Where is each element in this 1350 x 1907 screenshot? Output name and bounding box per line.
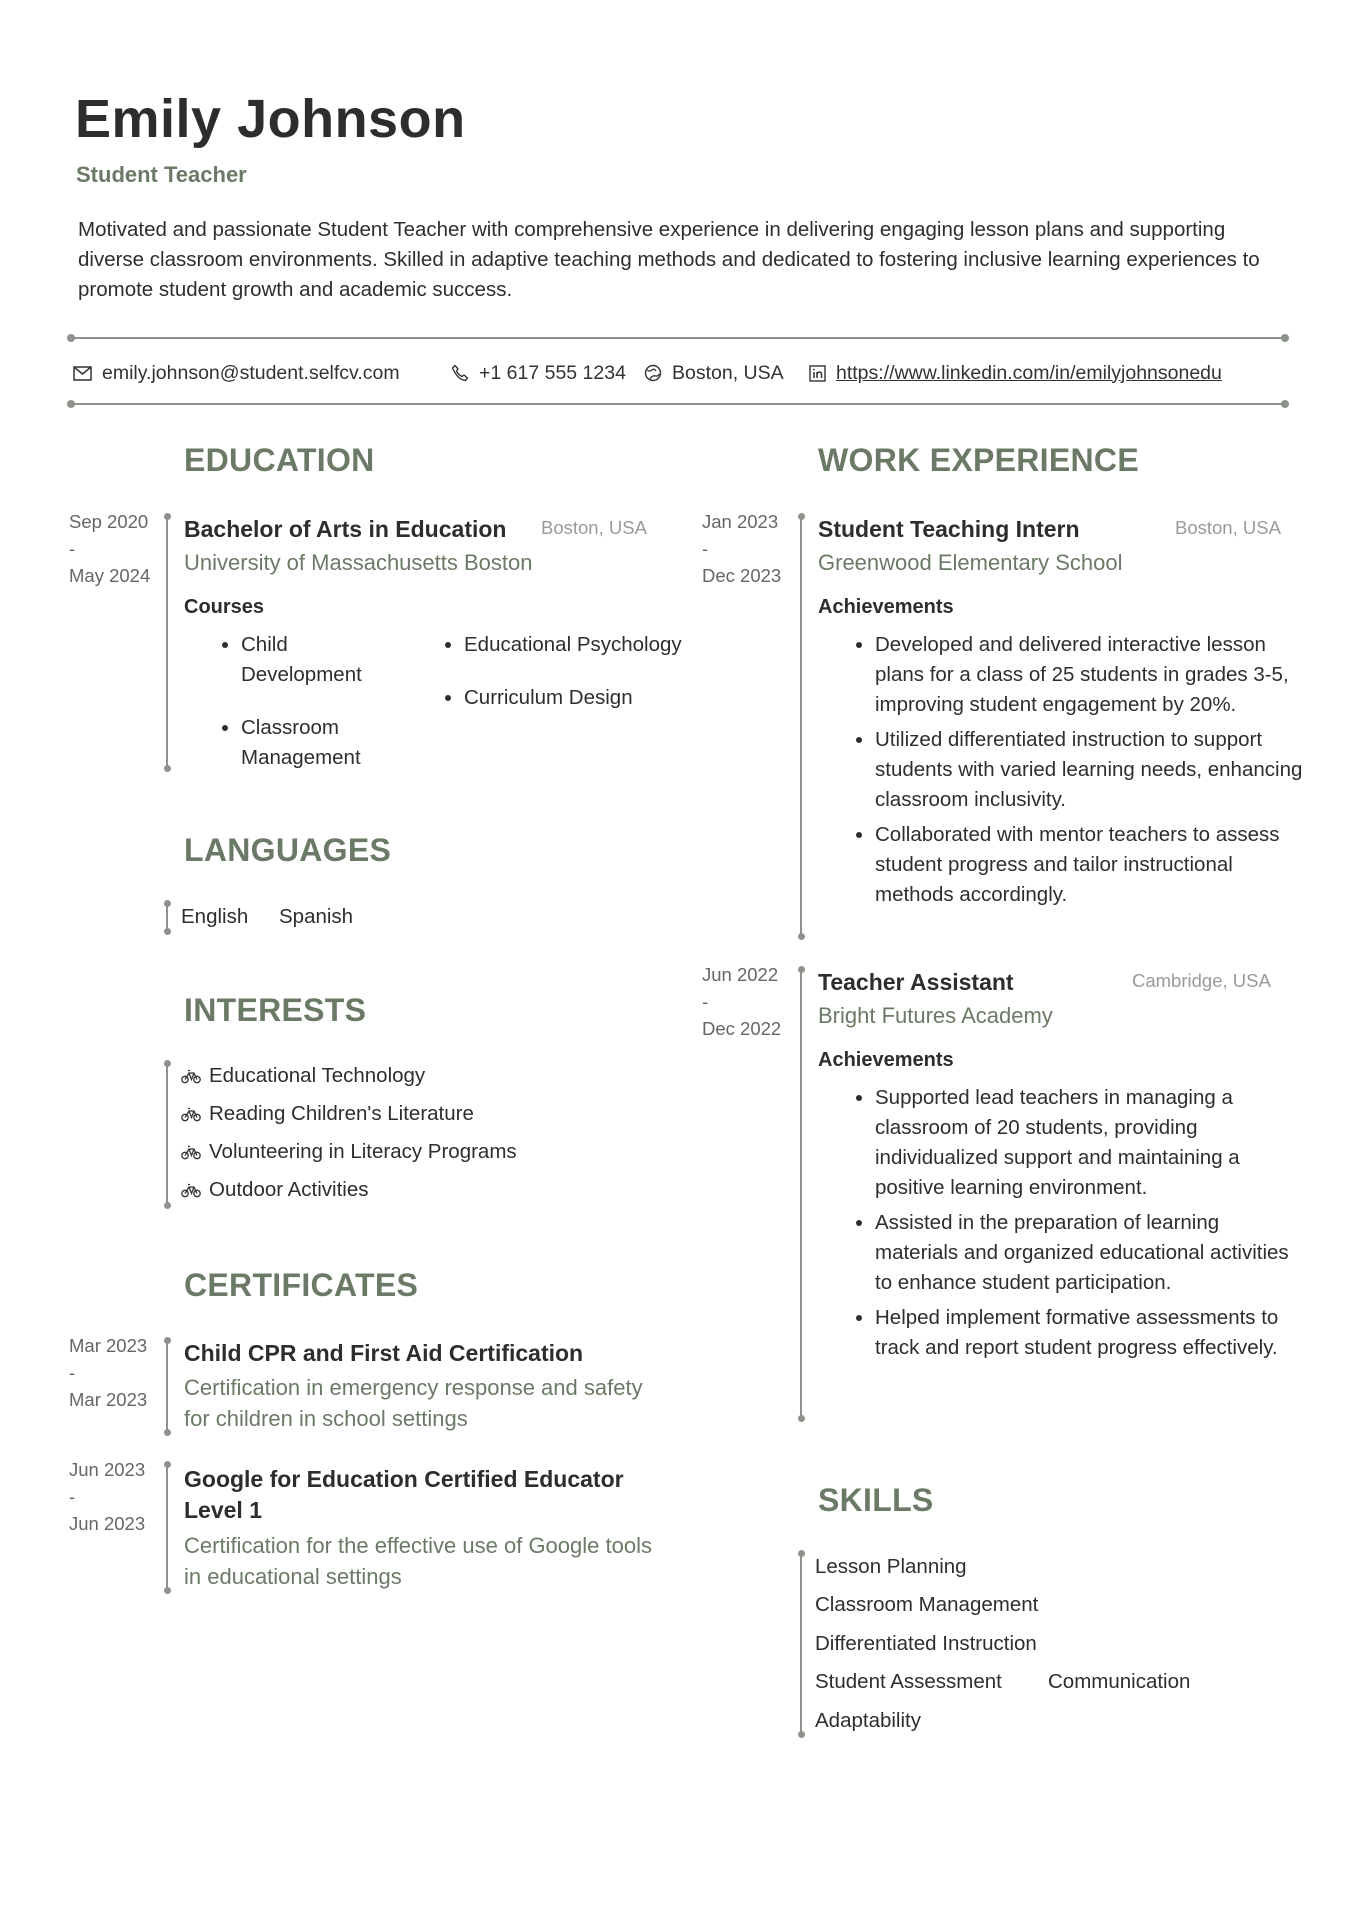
candidate-name: Emily Johnson	[75, 89, 466, 149]
certificate-description: Certification in emergency response and safety for children in school settings	[184, 1375, 643, 1431]
achievements-list	[853, 1083, 1305, 1368]
timeline-dot	[164, 765, 171, 772]
linkedin-icon	[809, 365, 826, 382]
interest-label: Outdoor Activities	[209, 1178, 369, 1201]
end-date: Mar 2023	[69, 1389, 148, 1410]
date-separator: -	[69, 538, 76, 559]
divider-dot	[1281, 334, 1289, 342]
contact-divider-bottom	[71, 403, 1285, 405]
timeline-line	[166, 1063, 168, 1205]
job-dates	[702, 961, 781, 1042]
achievements-label: Achievements	[818, 1049, 954, 1071]
timeline-line	[800, 969, 802, 1419]
interest-item	[181, 1133, 517, 1171]
contact-divider-top	[71, 337, 1285, 339]
interest-label: Reading Children's Literature	[209, 1102, 474, 1125]
certificate-description: Certification for the effective use of Google tools in educational settings	[184, 1533, 652, 1589]
company-name: Bright Futures Academy	[818, 1003, 1053, 1028]
start-date: Jun 2023	[69, 1459, 146, 1480]
email-text: emily.johnson@student.selfcv.com	[102, 361, 400, 384]
skill-item: Lesson Planning	[815, 1555, 967, 1578]
job-location: Cambridge, USA	[1132, 970, 1271, 991]
timeline-line	[166, 1340, 168, 1432]
interests-list	[181, 1057, 517, 1209]
profile-summary: Motivated and passionate Student Teacher with comprehensive experience in delivering engaging lesson plans and supporting diverse classroom environments. Skilled in adaptive teaching methods and dedicated to fostering inclusive learning experiences to promote student growth and academic success.	[78, 218, 1260, 301]
education-dates	[69, 508, 150, 589]
contact-email[interactable]	[73, 359, 400, 387]
timeline-dot	[164, 928, 171, 935]
timeline-line	[166, 1464, 168, 1590]
job-dates	[702, 508, 781, 589]
end-date: Dec 2023	[702, 565, 782, 586]
certificates-heading: CERTIFICATES	[184, 1267, 419, 1303]
start-date: Jan 2023	[702, 511, 779, 532]
timeline-line	[800, 1553, 802, 1734]
date-separator: -	[69, 1486, 76, 1507]
timeline-dot	[798, 933, 805, 940]
degree-title: Bachelor of Arts in Education	[184, 516, 507, 542]
start-date: Mar 2023	[69, 1335, 148, 1356]
hobby-icon	[181, 1182, 203, 1198]
location-text: Boston, USA	[672, 361, 784, 384]
contact-linkedin[interactable]	[809, 359, 1222, 387]
courses-list-right	[442, 630, 684, 718]
course-item: • Curriculum Design	[464, 683, 684, 713]
education-heading: EDUCATION	[184, 442, 375, 478]
timeline-dot	[798, 1415, 805, 1422]
skill-item: Communication	[1048, 1670, 1191, 1693]
contact-location	[644, 359, 784, 387]
timeline-line	[166, 516, 168, 768]
skill-item: Student Assessment	[815, 1670, 1002, 1693]
language-item: English	[181, 905, 249, 928]
courses-list-left	[219, 630, 411, 778]
interest-item	[181, 1171, 517, 1209]
date-separator: -	[702, 991, 709, 1012]
phone-icon	[451, 364, 469, 382]
divider-dot	[1281, 400, 1289, 408]
mail-icon	[73, 366, 92, 381]
skill-item: Adaptability	[815, 1709, 921, 1732]
hobby-icon	[181, 1144, 203, 1160]
achievements-label: Achievements	[818, 596, 954, 618]
globe-icon	[644, 364, 662, 382]
achievement-item: • Helped implement formative assessments to track and report student progress effectively.	[875, 1303, 1305, 1363]
interest-label: Volunteering in Literacy Programs	[209, 1140, 517, 1163]
achievement-item: • Assisted in the preparation of learning materials and organized educational activities to enhance student participation.	[875, 1208, 1305, 1298]
course-item: • Classroom Management	[241, 713, 411, 773]
skill-item: Classroom Management	[815, 1593, 1039, 1616]
linkedin-link[interactable]: https://www.linkedin.com/in/emilyjohnsonedu	[836, 361, 1222, 384]
skill-item: Differentiated Instruction	[815, 1632, 1037, 1655]
interests-heading: INTERESTS	[184, 992, 367, 1028]
achievement-item: • Supported lead teachers in managing a classroom of 20 students, providing individualized support and maintaining a positive learning environment.	[875, 1083, 1305, 1203]
hobby-icon	[181, 1068, 203, 1084]
company-name: Greenwood Elementary School	[818, 550, 1123, 575]
language-item: Spanish	[279, 905, 354, 928]
end-date: Jun 2023	[69, 1513, 146, 1534]
hobby-icon	[181, 1106, 203, 1122]
date-separator: -	[69, 1362, 76, 1383]
end-date: Dec 2022	[702, 1018, 782, 1039]
position-title: Student Teaching Intern	[818, 516, 1080, 542]
timeline-dot	[164, 1587, 171, 1594]
languages-heading: LANGUAGES	[184, 832, 392, 868]
end-date: May 2024	[69, 565, 151, 586]
interest-label: Educational Technology	[209, 1064, 426, 1087]
work-experience-heading: WORK EXPERIENCE	[818, 442, 1139, 478]
start-date: Sep 2020	[69, 511, 149, 532]
phone-text: +1 617 555 1234	[479, 361, 626, 384]
timeline-dot	[164, 1429, 171, 1436]
start-date: Jun 2022	[702, 964, 779, 985]
timeline-dot	[164, 1202, 171, 1209]
achievements-list	[853, 630, 1305, 915]
timeline-line	[800, 516, 802, 936]
certificate-dates	[69, 1456, 145, 1537]
course-item: • Child Development	[241, 630, 411, 690]
school-name: University of Massachusetts Boston	[184, 550, 533, 575]
certificate-dates	[69, 1332, 147, 1413]
date-separator: -	[702, 538, 709, 559]
skills-heading: SKILLS	[818, 1482, 934, 1518]
certificate-name: Google for Education Certified Educator Level 1	[184, 1466, 624, 1523]
achievement-item: • Utilized differentiated instruction to support students with varied learning needs, enhancing classroom inclusivity.	[875, 725, 1305, 815]
interest-item	[181, 1057, 517, 1095]
timeline-dot	[798, 1731, 805, 1738]
courses-label: Courses	[184, 596, 265, 618]
interest-item	[181, 1095, 517, 1133]
certificate-name: Child CPR and First Aid Certification	[184, 1340, 584, 1366]
course-item: • Educational Psychology	[464, 630, 684, 660]
achievement-item: • Collaborated with mentor teachers to assess student progress and tailor instructional methods accordingly.	[875, 820, 1305, 910]
job-title: Student Teacher	[76, 162, 247, 187]
contact-phone[interactable]	[451, 359, 626, 387]
position-title: Teacher Assistant	[818, 969, 1014, 995]
job-location: Boston, USA	[1175, 517, 1281, 538]
achievement-item: • Developed and delivered interactive lesson plans for a class of 25 students in grades 3-5, improving student engagement by 20%.	[875, 630, 1305, 720]
education-location: Boston, USA	[541, 517, 647, 538]
